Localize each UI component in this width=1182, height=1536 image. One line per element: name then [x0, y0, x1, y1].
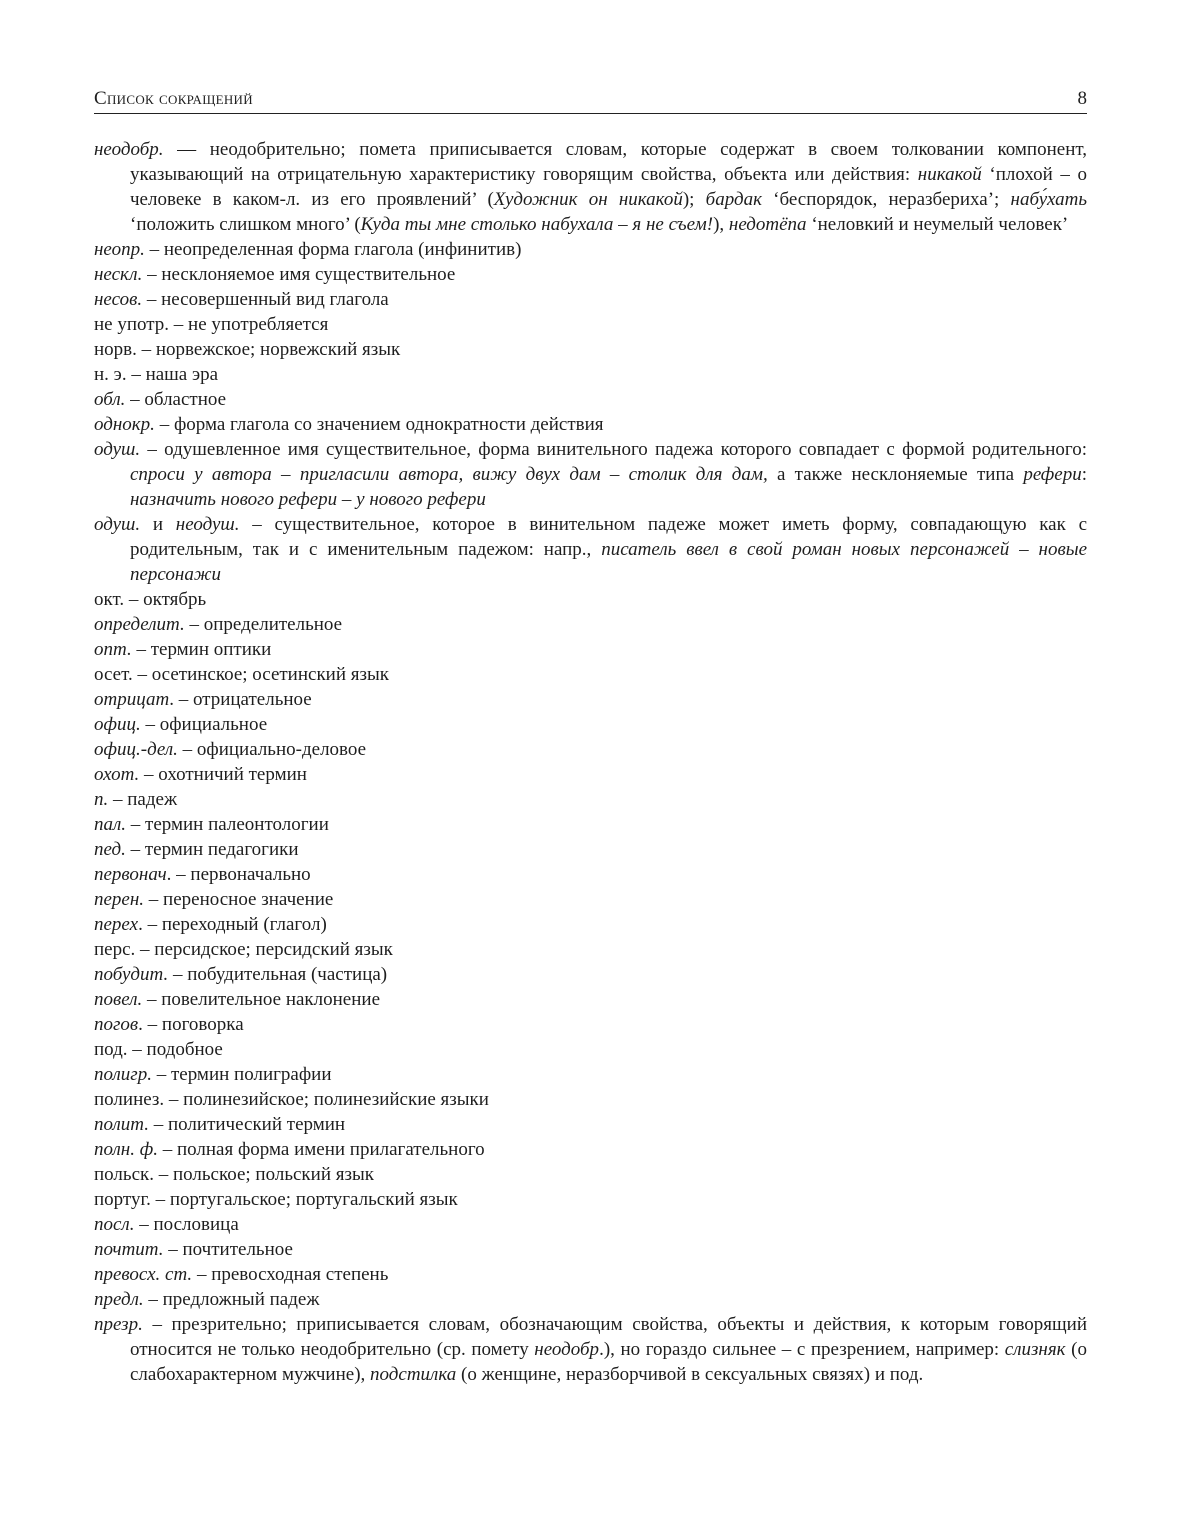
abbreviation-entry	[94, 962, 1087, 987]
entry-text: – презрительно; приписывается словам, обозначающим свойства, объекты и действия, к которым говорящий относится не только неодобрительно (ср. помету	[130, 1314, 1087, 1360]
abbreviation-entry	[94, 1237, 1087, 1262]
entry-text: а также несклоняемые типа	[767, 464, 1024, 485]
abbreviation-entry	[94, 362, 1087, 387]
entry-italic-text: неодобр	[534, 1339, 600, 1360]
entry-italic-text: определит.	[94, 614, 185, 635]
entry-text: – термин палеонтологии	[126, 814, 329, 835]
abbreviation-entry	[94, 862, 1087, 887]
entry-italic-text: перех	[94, 914, 139, 935]
entry-italic-text: обл.	[94, 389, 126, 410]
abbreviation-entry	[94, 1062, 1087, 1087]
abbreviation-entry	[94, 762, 1087, 787]
entry-text: . – первоначально	[166, 864, 311, 885]
entry-italic-text: Куда ты мне столько набухала – я не съем!	[360, 214, 714, 235]
abbreviation-entry	[94, 937, 1087, 962]
entry-italic-text: набу́хать	[1010, 189, 1087, 210]
page-number: 8	[1077, 88, 1087, 109]
entry-italic-text: Художник он никакой	[493, 189, 683, 210]
abbreviation-entry	[94, 1312, 1087, 1387]
abbreviation-entry	[94, 1087, 1087, 1112]
entry-text: – областное	[125, 389, 227, 410]
abbreviation-entry	[94, 437, 1087, 512]
running-header	[94, 84, 1087, 114]
abbreviation-entry	[94, 312, 1087, 337]
entry-italic-text: почтит.	[94, 1239, 164, 1260]
entry-text: – переносное значение	[144, 889, 334, 910]
abbreviation-entry	[94, 1287, 1087, 1312]
entry-text: норв. – норвежское; норвежский язык	[94, 339, 401, 360]
abbreviation-entry	[94, 912, 1087, 937]
abbreviation-entry	[94, 637, 1087, 662]
abbreviation-entry	[94, 737, 1087, 762]
entry-text: – несклоняемое имя существительное	[142, 264, 456, 285]
abbreviation-entry	[94, 287, 1087, 312]
entry-italic-text: писатель ввел в свой роман новых персонажей – новые персонажи	[130, 539, 1088, 585]
entry-text: – охотничий термин	[139, 764, 307, 785]
entry-text: под. – подобное	[94, 1039, 223, 1060]
entry-text: .), но гораздо сильнее – с презрением, например:	[599, 1339, 1005, 1360]
abbreviation-entry	[94, 1137, 1087, 1162]
abbreviation-entry	[94, 812, 1087, 837]
abbreviation-entry	[94, 1012, 1087, 1037]
entry-italic-text: одуш.	[94, 439, 141, 460]
entry-italic-text: офиц.	[94, 714, 141, 735]
entry-italic-text: первонач	[94, 864, 167, 885]
entry-text: – пословица	[134, 1214, 239, 1235]
entry-text: :	[1081, 464, 1087, 485]
abbreviation-entry	[94, 1162, 1087, 1187]
entry-text: – предложный падеж	[143, 1289, 320, 1310]
entry-text: – определительное	[184, 614, 343, 635]
entry-italic-text: рефери	[1023, 464, 1082, 485]
entry-text: (о слабохарактерном мужчине),	[130, 1339, 1087, 1385]
entry-italic-text: подстилка	[370, 1364, 457, 1385]
entry-text: осет. – осетинское; осетинский язык	[94, 664, 390, 685]
entry-text: — неодобрительно; помета приписывается словам, которые содержат в своем толковании компонент, указывающий на отрицательную характеристику говорящим свойства, объекта или действия:	[130, 139, 1087, 185]
abbreviation-entry	[94, 1262, 1087, 1287]
abbreviation-entry	[94, 337, 1087, 362]
entry-italic-text: спроси у автора – пригласили автора, вижу двух дам – столик для дам,	[130, 464, 768, 485]
entry-text: и	[140, 514, 176, 535]
abbreviation-entry	[94, 887, 1087, 912]
entry-italic-text: погов	[94, 1014, 139, 1035]
entry-text: – одушевленное имя существительное, форма винительного падежа которого совпадает с формой родительного:	[140, 439, 1087, 460]
entry-italic-text: недотёпа	[728, 214, 807, 235]
entry-text: ‘беспорядок, неразбериха’;	[761, 189, 1011, 210]
entry-italic-text: посл.	[94, 1214, 135, 1235]
entry-italic-text: предл.	[94, 1289, 144, 1310]
header-title: Список сокращений	[94, 88, 253, 109]
abbreviation-entry	[94, 612, 1087, 637]
entry-italic-text: одуш.	[94, 514, 141, 535]
entry-italic-text: опт.	[94, 639, 132, 660]
abbreviation-entry	[94, 1187, 1087, 1212]
entry-text: );	[682, 189, 706, 210]
entry-text: – почтительное	[163, 1239, 293, 1260]
entry-text: . – отрицательное	[169, 689, 312, 710]
abbreviation-entry	[94, 237, 1087, 262]
entry-text: – форма глагола со значением однократности действия	[154, 414, 604, 435]
entry-text: – превосходная степень	[192, 1264, 389, 1285]
abbreviation-entry	[94, 412, 1087, 437]
abbreviation-entry	[94, 662, 1087, 687]
entry-text: – существительное, которое в винительном падеже может иметь форму, совпадающую как с родительным, так и с именительным падежом: напр.,	[130, 514, 1088, 560]
abbreviation-entry	[94, 787, 1087, 812]
entry-text: – полная форма имени прилагательного	[157, 1139, 485, 1160]
entry-text: не употр. – не употребляется	[94, 314, 329, 335]
entry-text: – термин оптики	[131, 639, 272, 660]
entry-text: – официально-деловое	[177, 739, 367, 760]
entry-text: (о женщине, неразборчивой в сексуальных связях) и под.	[456, 1364, 924, 1385]
entry-text: . – поговорка	[138, 1014, 244, 1035]
abbreviation-entry	[94, 262, 1087, 287]
entry-italic-text: полн. ф.	[94, 1139, 158, 1160]
entry-italic-text: однокр.	[94, 414, 155, 435]
entry-italic-text: слизняк	[1004, 1339, 1066, 1360]
entry-text: ),	[713, 214, 729, 235]
entry-italic-text: никакой	[917, 164, 982, 185]
entry-italic-text: повел.	[94, 989, 143, 1010]
entry-italic-text: неодобр.	[94, 139, 164, 160]
entry-text: ‘плохой – о человеке в каком-л. из его проявлений’ (	[130, 164, 1088, 210]
page	[94, 84, 1087, 1387]
abbreviation-entry	[94, 687, 1087, 712]
entry-text: ‘неловкий и неумелый человек’	[806, 214, 1069, 235]
entry-text: – повелительное наклонение	[142, 989, 381, 1010]
abbreviation-entry	[94, 987, 1087, 1012]
entry-italic-text: полигр.	[94, 1064, 152, 1085]
abbreviation-entry	[94, 837, 1087, 862]
entry-text: португ. – португальское; португальский язык	[94, 1189, 458, 1210]
entry-italic-text: презр.	[94, 1314, 143, 1335]
entry-text: польск. – польское; польский язык	[94, 1164, 374, 1185]
entry-italic-text: полит.	[94, 1114, 150, 1135]
abbreviation-entry	[94, 1112, 1087, 1137]
abbreviation-list	[94, 137, 1087, 1387]
entry-text: – официальное	[140, 714, 268, 735]
entry-text: – политический термин	[149, 1114, 346, 1135]
entry-text: – несовершенный вид глагола	[142, 289, 389, 310]
entry-text: н. э. – наша эра	[94, 364, 219, 385]
entry-italic-text: перен.	[94, 889, 145, 910]
entry-text: окт. – октябрь	[94, 589, 207, 610]
abbreviation-entry	[94, 137, 1087, 237]
abbreviation-entry	[94, 587, 1087, 612]
entry-italic-text: превосх. ст.	[94, 1264, 193, 1285]
abbreviation-entry	[94, 387, 1087, 412]
entry-italic-text: пал.	[94, 814, 127, 835]
entry-italic-text: назначить нового рефери – у нового рефери	[130, 489, 486, 510]
entry-text: – падеж	[108, 789, 178, 810]
entry-italic-text: пед.	[94, 839, 126, 860]
entry-text: – неопределенная форма глагола (инфинитив)	[144, 239, 522, 260]
entry-italic-text: несов.	[94, 289, 143, 310]
entry-italic-text: отрицат	[94, 689, 170, 710]
entry-italic-text: неопр.	[94, 239, 145, 260]
abbreviation-entry	[94, 512, 1087, 587]
entry-text: – термин педагогики	[125, 839, 299, 860]
entry-italic-text: побудит.	[94, 964, 169, 985]
entry-text: – термин полиграфии	[151, 1064, 332, 1085]
entry-italic-text: п.	[94, 789, 109, 810]
abbreviation-entry	[94, 1212, 1087, 1237]
entry-text: ‘положить слишком много’ (	[130, 214, 361, 235]
entry-italic-text: неодуш.	[175, 514, 240, 535]
abbreviation-entry	[94, 1037, 1087, 1062]
entry-text: полинез. – полинезийское; полинезийские языки	[94, 1089, 489, 1110]
entry-text: – побудительная (частица)	[168, 964, 388, 985]
entry-italic-text: охот.	[94, 764, 140, 785]
entry-text: перс. – персидское; персидский язык	[94, 939, 393, 960]
entry-italic-text: нескл.	[94, 264, 143, 285]
abbreviation-entry	[94, 712, 1087, 737]
entry-italic-text: офиц.-дел.	[94, 739, 178, 760]
entry-italic-text: бардак	[705, 189, 762, 210]
entry-text: . – переходный (глагол)	[138, 914, 327, 935]
